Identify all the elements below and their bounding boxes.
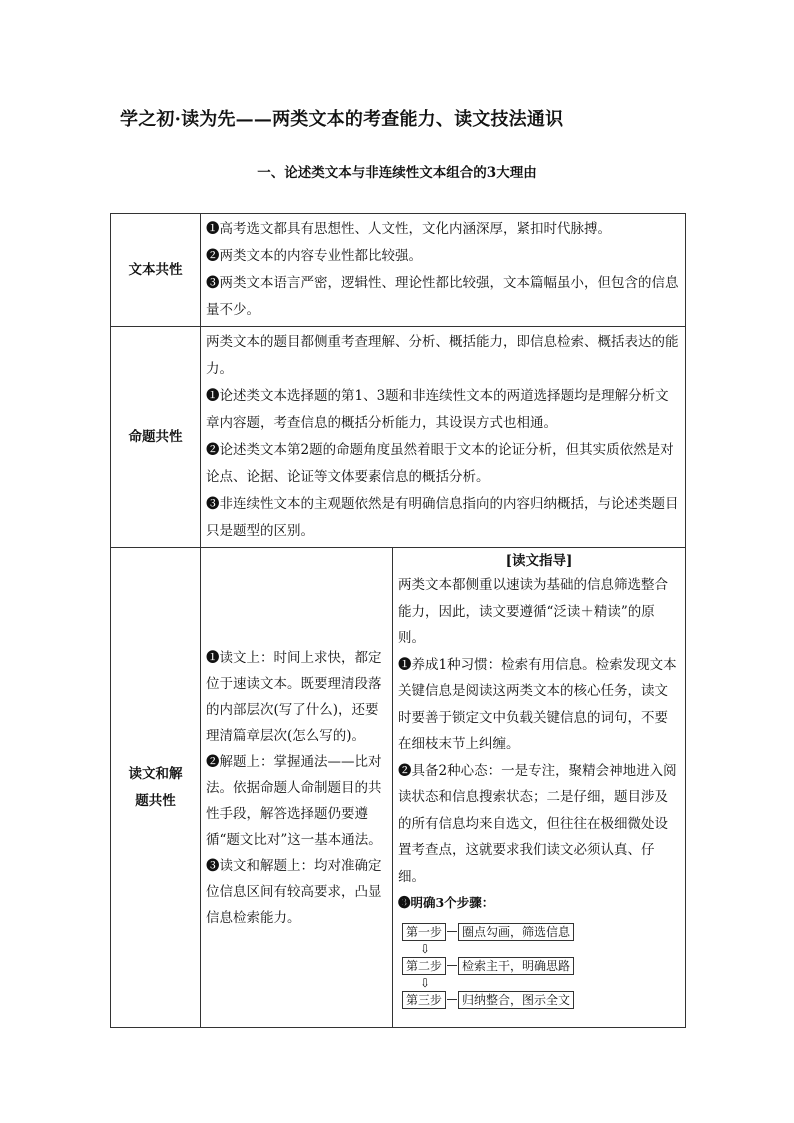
page-title: 学之初·读为先——两类文本的考查能力、读文技法通识 (120, 109, 564, 130)
connector-line (447, 931, 457, 932)
guide-intro: 两类文本都侧重以速读为基础的信息筛选整合能力，因此，读文要遵循“泛读＋精读”的原则。 (398, 577, 668, 646)
content-line: 两类文本的题目都侧重考查理解、分析、概括能力，即信息检索、概括表达的能力。 (206, 334, 679, 377)
down-arrow-icon: ⇩ (420, 975, 431, 990)
method-line: ❷解题上：掌握通法——比对法。依据命题人命制题目的共性手段，解答选择题仍要遵循“题文比对”这一基本通法。 (206, 753, 382, 848)
step-row (402, 923, 680, 941)
steps-diagram (402, 923, 680, 1009)
step-desc: 归纳整合，图示全文 (458, 991, 574, 1009)
guide-point: ❸明确3个步骤： (398, 895, 495, 910)
guide-point: ❷具备2种心态：一是专注，聚精会神地进入阅读状态和信息搜索状态；二是仔细，题目涉及的所有信息均来自选文，但往往在极细微处设置考查点，这就要求我们读文必须认真、仔细。 (398, 762, 677, 885)
table-row-question-commonality (111, 327, 686, 548)
row-label-text: 读文和解题共性 (128, 765, 183, 809)
content-line: ❸非连续性文本的主观题依然是有明确信息指向的内容归纳概括，与论述类题目只是题型的区别。 (206, 496, 679, 539)
row-content (201, 214, 686, 327)
content-line: ❷两类文本的内容专业性都比较强。 (206, 248, 422, 264)
method-line: ❸读文和解题上：均对准确定位信息区间有较高要求，凸显信息检索能力。 (206, 857, 382, 926)
content-line: ❸两类文本语言严密，逻辑性、理论性都比较强，文本篇幅虽小，但包含的信息量不少。 (206, 275, 679, 318)
method-column (201, 548, 393, 1028)
step-desc: 圈点勾画，筛选信息 (458, 923, 574, 941)
comparison-table (110, 213, 686, 1028)
content-line: ❶高考选文都具有思想性、人文性，文化内涵深厚，紧扣时代脉搏。 (206, 221, 611, 237)
step-label: 第二步 (402, 957, 446, 975)
table-row-text-commonality (111, 214, 686, 327)
step-row (402, 991, 680, 1009)
guide-header: [读文指导] (505, 553, 573, 569)
row-label (111, 548, 201, 1028)
method-line: ❶读文上：时间上求快，都定位于速读文本。既要理清段落的内部层次(写了什么)，还要理清篇章层次(怎么写的)。 (206, 649, 382, 744)
step-label: 第一步 (402, 923, 446, 941)
step-label: 第三步 (402, 991, 446, 1009)
section-subtitle: 一、论述类文本与非连续性文本组合的3大理由 (257, 165, 537, 181)
content-line: ❷论述类文本第2题的命题角度虽然着眼于文本的论证分析，但其实质依然是对论点、论据、论证等文体要素信息的概括分析。 (206, 442, 674, 485)
reading-guide-column (393, 548, 686, 1028)
guide-point: ❶养成1种习惯：检索有用信息。检索发现文本关键信息是阅读这两类文本的核心任务，读文时要善于锁定文中负载关键信息的词句，不要在细枝末节上纠缠。 (398, 656, 677, 752)
step-desc: 检索主干，明确思路 (458, 957, 574, 975)
content-line: ❶论述类文本选择题的第1、3题和非连续性文本的两道选择题均是理解分析文章内容题，考查信息的概括分析能力，其设误方式也相通。 (206, 388, 669, 431)
connector-line (447, 999, 457, 1000)
connector-line (447, 965, 457, 966)
table-row-reading-solving-commonality (111, 548, 686, 1028)
row-content (201, 327, 686, 548)
row-label: 命题共性 (111, 327, 201, 548)
down-arrow-icon: ⇩ (420, 941, 431, 956)
step-row (402, 957, 680, 975)
row-label: 文本共性 (111, 214, 201, 327)
